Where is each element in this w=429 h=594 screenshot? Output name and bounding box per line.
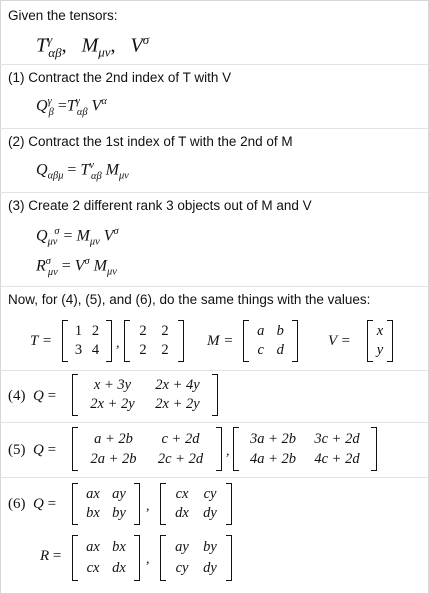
step-3-text: (3) Create 2 different rank 3 objects out of M and V	[8, 198, 312, 213]
tensor-list: $T^\gamma_{\alpha\beta}$, $M_{\mu\nu}$, $V^\sigma$	[36, 32, 150, 60]
matrix-cell: cx	[175, 486, 189, 502]
tensor-t: T	[36, 34, 48, 57]
matrix-cell: by	[203, 539, 217, 555]
tensor-v-upper: σ	[142, 32, 150, 47]
equation-3: $Q_{\mu\nu}^\sigma = M_{\mu\nu}$ $V^\sigma$	[36, 226, 119, 248]
matrix-cell: 4c + 2d	[314, 450, 360, 467]
matrix-cell: 2x + 2y	[90, 396, 135, 412]
matrix-cell: c + 2d	[161, 430, 200, 447]
matrix-cell: dy	[203, 505, 217, 521]
matrix-cell: 2	[161, 323, 169, 339]
answer-4-label: (4) Q =	[8, 388, 57, 404]
matrix-cell: a	[257, 323, 265, 339]
comma: ,	[146, 499, 150, 514]
matrix-cell: cx	[86, 560, 100, 576]
tensor-t-upper: γ	[47, 32, 53, 47]
vector-cell: x	[376, 323, 384, 339]
matrix-cell: ay	[112, 486, 126, 502]
m-label: M =	[207, 333, 234, 349]
t-label: T =	[30, 333, 52, 349]
answer-6-matrix-1	[72, 483, 140, 525]
equation-1: $Q^\gamma_\beta =T^\gamma_{\alpha\beta}$ $V^\alpha$	[36, 96, 107, 118]
matrix-cell: 2a + 2b	[90, 450, 137, 467]
matrix-cell: dy	[203, 560, 217, 576]
r-matrix-2	[160, 535, 232, 581]
matrix-cell: ay	[175, 539, 189, 555]
matrix-cell: ax	[86, 486, 100, 502]
matrix-cell: x + 3y	[93, 377, 132, 393]
answer-5-label: (5) Q =	[8, 442, 57, 458]
matrix-cell: 3c + 2d	[314, 430, 360, 447]
matrix-cell: a + 2b	[94, 430, 133, 447]
matrix-cell: 2x + 2y	[155, 396, 200, 412]
matrix-cell: 2	[139, 323, 147, 339]
answer-5-matrix-2	[233, 427, 377, 471]
comma: ,	[146, 552, 150, 567]
matrix-cell: 3	[74, 342, 83, 358]
values-intro-text: Now, for (4), (5), and (6), do the same things with the values:	[8, 292, 371, 307]
matrix-cell: 2c + 2d	[157, 450, 204, 467]
matrix-cell: cy	[175, 560, 189, 576]
divider	[0, 286, 429, 287]
answer-4-matrix	[72, 374, 218, 416]
v-label: V =	[328, 333, 351, 349]
divider	[0, 192, 429, 193]
matrix-cell: dx	[175, 505, 189, 521]
matrix-cell: ax	[86, 539, 100, 555]
answer-6-label: (6) Q =	[8, 496, 57, 512]
t-matrix-2	[124, 320, 184, 362]
matrix-cell: 2	[161, 342, 169, 358]
r-label: R =	[40, 548, 62, 564]
tensor-m-lower: μν	[98, 44, 111, 60]
matrix-cell: 3a + 2b	[249, 430, 297, 447]
step-2-text: (2) Contract the 1st index of T with the 2nd of M	[8, 134, 293, 149]
matrix-cell: 2	[91, 323, 100, 339]
equation-4: $R^\sigma_{\mu\nu} = V^\sigma$ $M_{\mu\nu}$	[36, 256, 117, 278]
matrix-cell: bx	[86, 505, 100, 521]
answer-6-matrix-2	[160, 483, 232, 525]
comma: ,	[226, 444, 230, 459]
matrix-cell: b	[276, 323, 284, 339]
tensor-v: V	[130, 34, 143, 57]
m-matrix	[243, 320, 298, 362]
matrix-cell: bx	[112, 539, 126, 555]
matrix-cell: 2	[139, 342, 147, 358]
v-vector	[367, 320, 393, 362]
r-matrix-1	[72, 535, 140, 581]
matrix-cell: 2x + 4y	[155, 377, 200, 393]
divider	[0, 128, 429, 129]
divider	[0, 64, 429, 65]
matrix-cell: dx	[112, 560, 126, 576]
matrix-cell: 4a + 2b	[249, 450, 297, 467]
matrix-cell: 4	[91, 342, 100, 358]
answer-5-matrix-1	[72, 427, 222, 471]
divider	[0, 477, 429, 478]
matrix-cell: d	[276, 342, 284, 358]
tensor-t-lower: αβ	[48, 44, 62, 60]
matrix-cell: cy	[203, 486, 217, 502]
matrix-cell: 1	[74, 323, 83, 339]
matrix-cell: by	[112, 505, 126, 521]
step-1-text: (1) Contract the 2nd index of T with V	[8, 70, 232, 85]
equation-2: $Q_{\alpha\beta\mu} = T^\nu_{\alpha\beta}$ $M_{\mu\nu}$	[36, 160, 129, 182]
comma: ,	[116, 336, 120, 351]
divider	[0, 422, 429, 423]
t-matrix-1	[62, 320, 112, 362]
divider	[0, 370, 429, 371]
tensor-m: M	[81, 34, 99, 57]
intro-text: Given the tensors:	[8, 8, 118, 23]
vector-cell: y	[376, 342, 384, 358]
matrix-cell: c	[257, 342, 264, 358]
